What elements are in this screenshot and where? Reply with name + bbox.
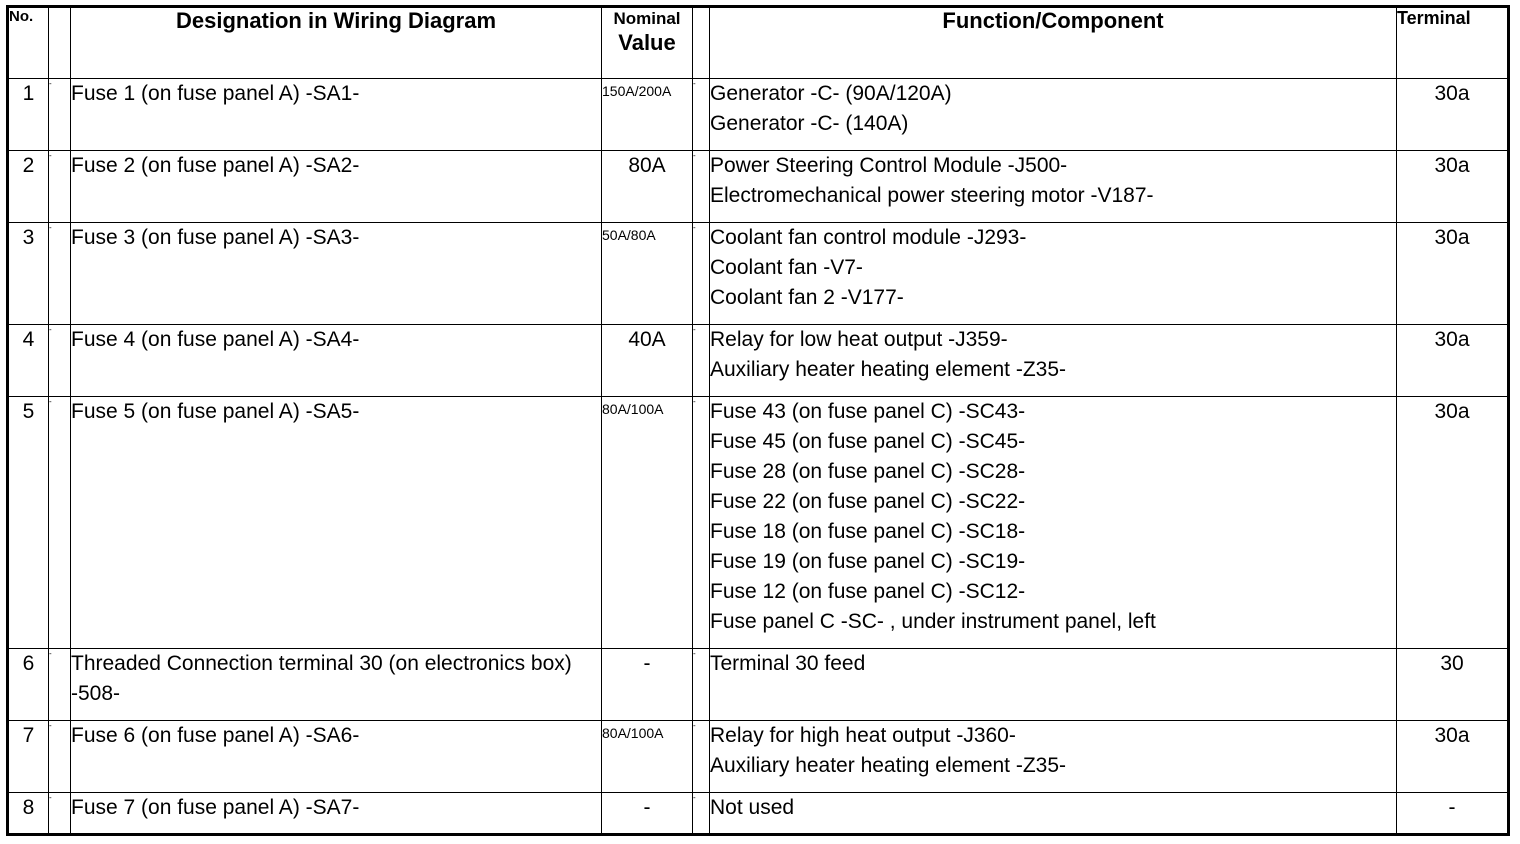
function-cell (710, 151, 1397, 223)
row-marker: - (49, 397, 71, 649)
row-number: 2 (8, 151, 49, 223)
function-item: Relay for high heat output -J360- (710, 724, 1016, 747)
function-cell (710, 325, 1397, 397)
function-item: Generator -C- (90A/120A) (710, 82, 952, 105)
row-number: 6 (8, 649, 49, 721)
designation-text: Fuse 1 (on fuse panel A) -SA1- (71, 82, 360, 105)
header-terminal: Terminal (1397, 7, 1509, 79)
terminal-value: 30a (1397, 151, 1509, 223)
row-marker: - (693, 223, 710, 325)
nominal-value: 40A (602, 325, 693, 397)
function-cell (710, 223, 1397, 325)
function-item: Coolant fan control module -J293- (710, 226, 1027, 249)
nominal-value: 80A/100A (602, 397, 693, 649)
row-marker: - (49, 151, 71, 223)
function-item: Relay for low heat output -J359- (710, 328, 1008, 351)
function-item: Generator -C- (140A) (710, 112, 909, 135)
row-number: 3 (8, 223, 49, 325)
function-item: Coolant fan -V7- (710, 256, 863, 279)
designation-text: Fuse 7 (on fuse panel A) -SA7- (71, 796, 360, 819)
function-item: Fuse 18 (on fuse panel C) -SC18- (710, 520, 1026, 543)
table-row (8, 325, 1509, 397)
terminal-value: 30 (1397, 649, 1509, 721)
function-cell (710, 397, 1397, 649)
header-no: No. (8, 7, 49, 79)
terminal-value: 30a (1397, 223, 1509, 325)
nominal-value: 80A/100A (602, 721, 693, 793)
function-cell (710, 649, 1397, 721)
terminal-value: 30a (1397, 79, 1509, 151)
row-number: 1 (8, 79, 49, 151)
function-item: Electromechanical power steering motor -V187- (710, 184, 1154, 207)
designation-cell (71, 721, 602, 793)
header-designation: Designation in Wiring Diagram (71, 7, 602, 79)
row-marker: - (693, 721, 710, 793)
header-row (8, 7, 1509, 79)
function-cell (710, 793, 1397, 835)
row-marker: - (49, 793, 71, 835)
terminal-value: 30a (1397, 325, 1509, 397)
function-item: Fuse 45 (on fuse panel C) -SC45- (710, 430, 1026, 453)
row-marker: - (693, 151, 710, 223)
row-number: 7 (8, 721, 49, 793)
header-function: Function/Component (710, 7, 1397, 79)
row-marker: - (49, 223, 71, 325)
designation-cell (71, 325, 602, 397)
designation-text: Fuse 2 (on fuse panel A) -SA2- (71, 154, 360, 177)
designation-cell (71, 649, 602, 721)
row-number: 4 (8, 325, 49, 397)
row-marker: - (49, 721, 71, 793)
designation-cell (71, 151, 602, 223)
table-row (8, 397, 1509, 649)
function-item: Fuse panel C -SC- , under instrument panel, left (710, 610, 1156, 633)
table-row (8, 151, 1509, 223)
designation-text: Fuse 3 (on fuse panel A) -SA3- (71, 226, 360, 249)
table-body (8, 79, 1509, 835)
row-marker: - (693, 793, 710, 835)
nominal-value: - (602, 793, 693, 835)
table-row (8, 721, 1509, 793)
function-item: Power Steering Control Module -J500- (710, 154, 1068, 177)
row-marker: - (693, 397, 710, 649)
header-nominal-line2: Value (618, 30, 676, 56)
nominal-value: - (602, 649, 693, 721)
designation-cell (71, 397, 602, 649)
function-item: Fuse 43 (on fuse panel C) -SC43- (710, 400, 1026, 423)
terminal-value: 30a (1397, 397, 1509, 649)
designation-text: Fuse 4 (on fuse panel A) -SA4- (71, 328, 360, 351)
row-marker: - (693, 325, 710, 397)
table-row (8, 793, 1509, 835)
table-row (8, 79, 1509, 151)
function-item: Fuse 19 (on fuse panel C) -SC19- (710, 550, 1026, 573)
table-row (8, 649, 1509, 721)
terminal-value: - (1397, 793, 1509, 835)
function-cell (710, 79, 1397, 151)
function-cell (710, 721, 1397, 793)
table-row (8, 223, 1509, 325)
row-marker: - (49, 649, 71, 721)
designation-cell (71, 793, 602, 835)
nominal-value: 50A/80A (602, 223, 693, 325)
function-item: Fuse 28 (on fuse panel C) -SC28- (710, 460, 1026, 483)
row-marker: - (693, 649, 710, 721)
function-item: Fuse 12 (on fuse panel C) -SC12- (710, 580, 1026, 603)
row-marker: - (49, 79, 71, 151)
row-number: 5 (8, 397, 49, 649)
row-number: 8 (8, 793, 49, 835)
function-item: Not used (710, 796, 795, 819)
function-item: Coolant fan 2 -V177- (710, 286, 904, 309)
designation-cell (71, 79, 602, 151)
header-nominal-line1: Nominal (613, 9, 681, 28)
header-nominal (602, 7, 693, 79)
header-spacer (49, 7, 71, 79)
function-item: Fuse 22 (on fuse panel C) -SC22- (710, 490, 1026, 513)
designation-cell (71, 223, 602, 325)
designation-text: Fuse 5 (on fuse panel A) -SA5- (71, 400, 360, 423)
designation-text: Fuse 6 (on fuse panel A) -SA6- (71, 724, 360, 747)
fuse-table (6, 5, 1510, 836)
terminal-value: 30a (1397, 721, 1509, 793)
nominal-value: 150A/200A (602, 79, 693, 151)
row-marker: - (693, 79, 710, 151)
designation-text: Threaded Connection terminal 30 (on electronics box) -508- (71, 652, 572, 705)
header-spacer (693, 7, 710, 79)
function-item: Terminal 30 feed (710, 652, 866, 675)
function-item: Auxiliary heater heating element -Z35- (710, 358, 1067, 381)
row-marker: - (49, 325, 71, 397)
function-item: Auxiliary heater heating element -Z35- (710, 754, 1067, 777)
nominal-value: 80A (602, 151, 693, 223)
